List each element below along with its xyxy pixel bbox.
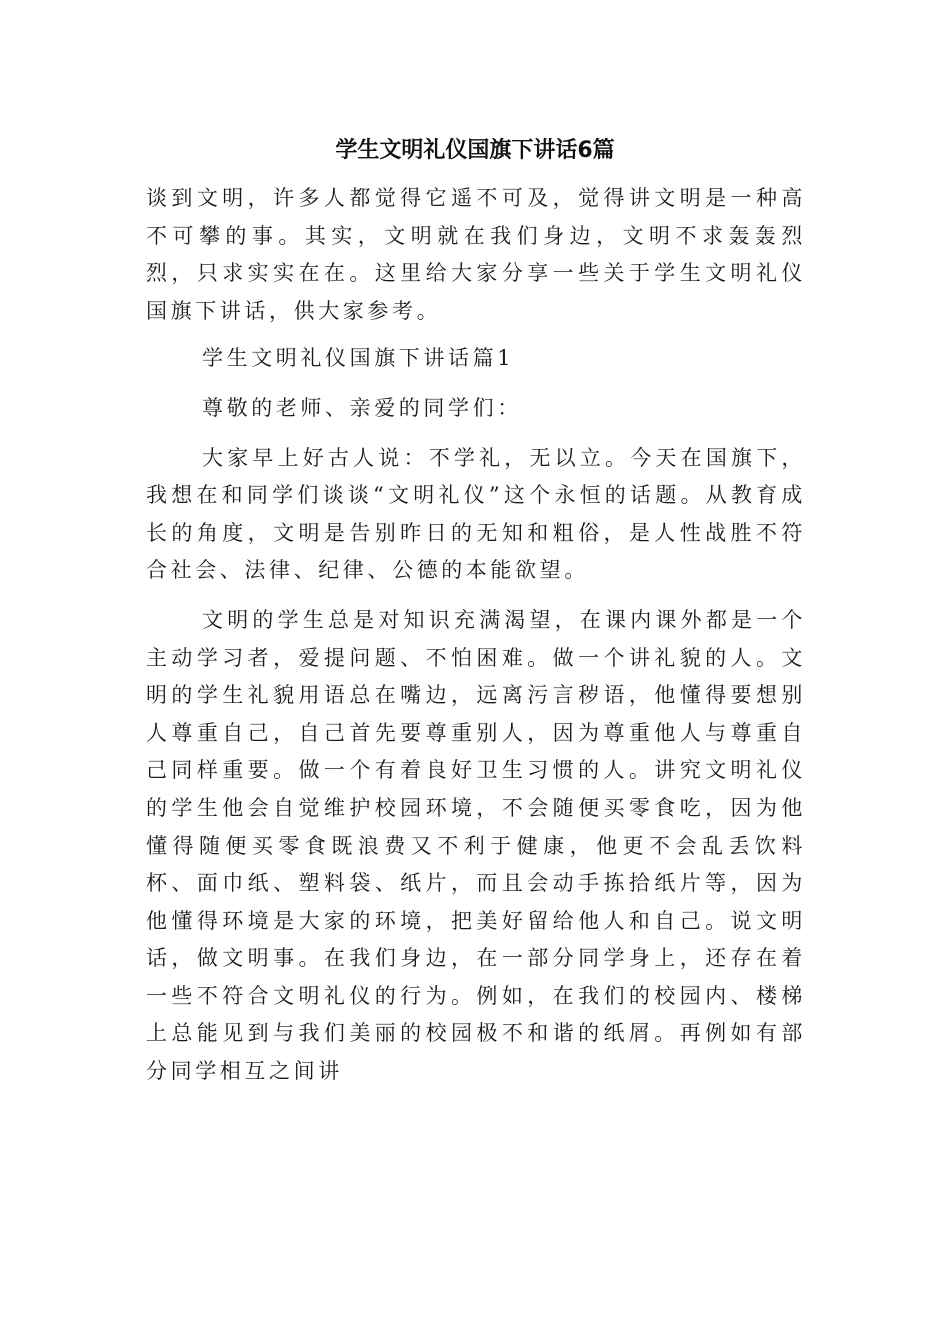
section-heading: 学生文明礼仪国旗下讲话篇1: [202, 346, 515, 371]
document-body: [146, 180, 806, 1091]
document-title: 学生文明礼仪国旗下讲话6篇: [335, 138, 615, 163]
intro-paragraph: 谈到文明，许多人都觉得它遥不可及，觉得讲文明是一种高不可攀的事。其实，文明就在我们身边，文明不求轰轰烈烈，只求实实在在。这里给大家分享一些关于学生文明礼仪国旗下讲话，供大家参考。: [146, 186, 806, 323]
body-paragraph: 文明的学生总是对知识充满渴望，在课内课外都是一个主动学习者，爱提问题、不怕困难。做一个讲礼貌的人。文明的学生礼貌用语总在嘴边，远离污言秽语，他懂得要想别人尊重自己，自己首先要尊重别人，因为尊重他人与尊重自己同样重要。做一个有着良好卫生习惯的人。讲究文明礼仪的学生他会自觉维护校园环境，不会随便买零食吃，因为他懂得随便买零食既浪费又不利于健康，他更不会乱丢饮料杯、面巾纸、塑料袋、纸片，而且会动手拣拾纸片等，因为他懂得环境是大家的环境，把美好留给他人和自己。说文明话，做文明事。在我们身边，在一部分同学身上，还存在着一些不符合文明礼仪的行为。例如，在我们的校园内、楼梯上总能见到与我们美丽的校园极不和谐的纸屑。再例如有部分同学相互之间讲: [146, 607, 806, 1084]
salutation: 尊敬的老师、亲爱的同学们：: [202, 395, 522, 420]
body-paragraph: 大家早上好古人说：不学礼，无以立。今天在国旗下，我想在和同学们谈谈“文明礼仪”这个永恒的话题。从教育成长的角度，文明是告别昨日的无知和粗俗，是人性战胜不符合社会、法律、纪律、公德的本能欲望。: [146, 445, 806, 583]
